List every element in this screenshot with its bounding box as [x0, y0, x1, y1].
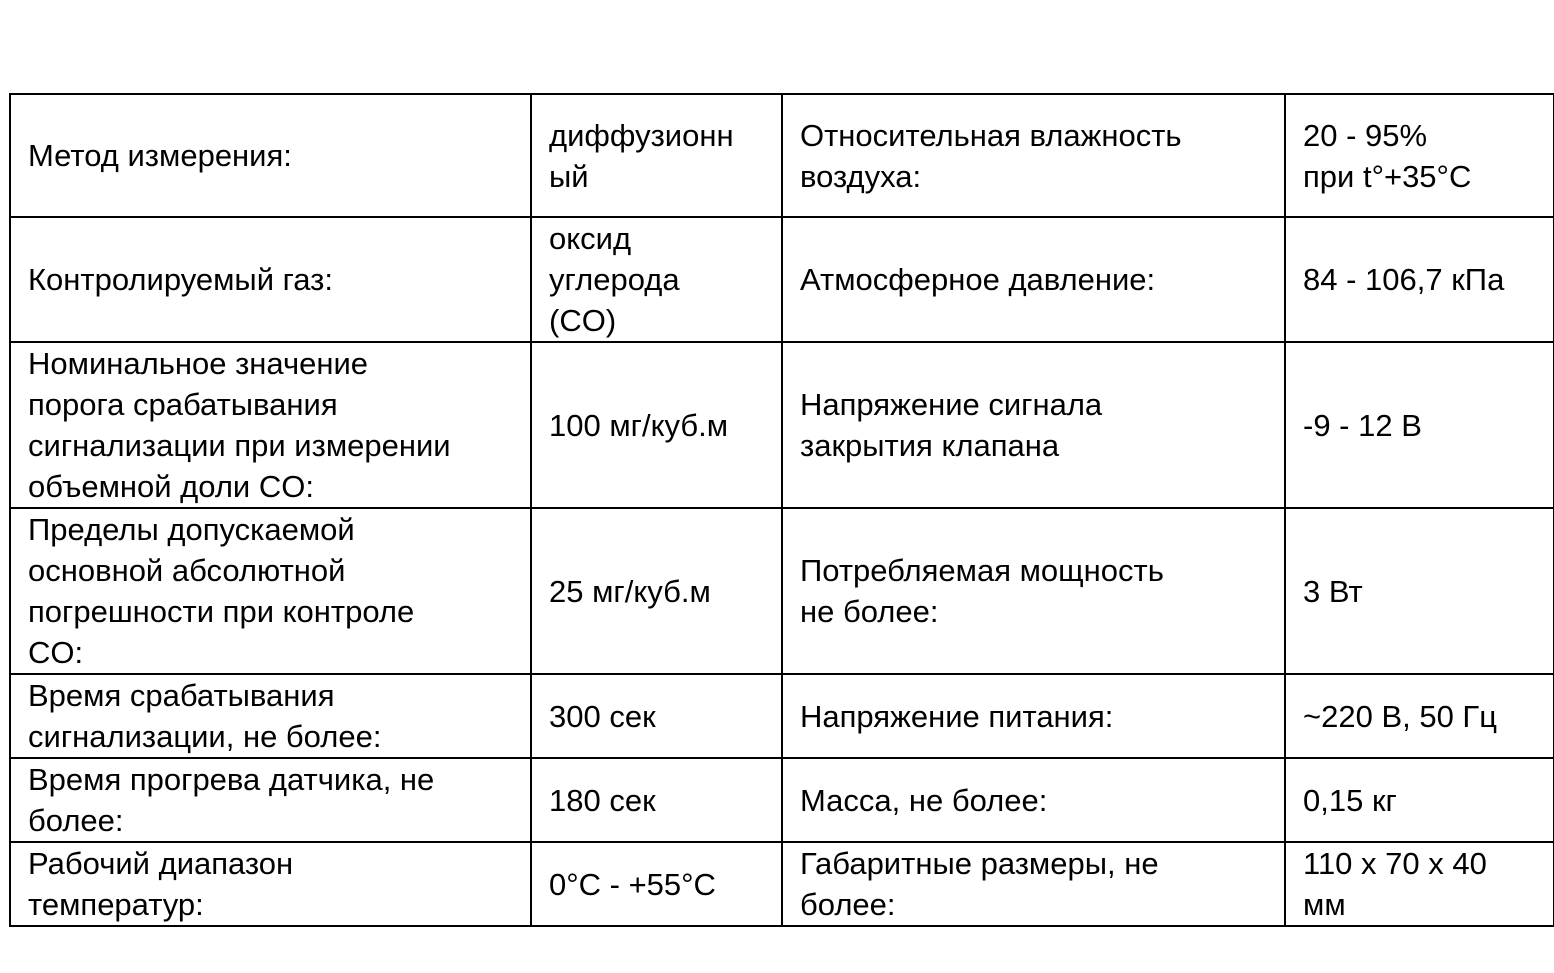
param-label-cell: Потребляемая мощность не более:: [782, 508, 1285, 674]
table-row: [10, 342, 1554, 508]
table-row: [10, 94, 1554, 217]
param-value-cell: 3 Вт: [1285, 508, 1554, 674]
spec-value-cell: 180 сек: [531, 758, 782, 842]
spec-value-cell: 0°C - +55°C: [531, 842, 782, 926]
spec-label-cell: Метод измерения:: [10, 94, 531, 217]
param-label-cell: Напряжение питания:: [782, 674, 1285, 758]
spec-value-cell: 300 сек: [531, 674, 782, 758]
param-label-cell: Габаритные размеры, не более:: [782, 842, 1285, 926]
param-label-cell: Относительная влажность воздуха:: [782, 94, 1285, 217]
spec-value-cell: оксид углерода (CO): [531, 217, 782, 342]
param-value-cell: 110 х 70 х 40 мм: [1285, 842, 1554, 926]
param-value-cell: 20 - 95% при t°+35°C: [1285, 94, 1554, 217]
table-row: [10, 508, 1554, 674]
spec-label-cell: Рабочий диапазон температур:: [10, 842, 531, 926]
spec-label-cell: Время срабатывания сигнализации, не более:: [10, 674, 531, 758]
param-value-cell: -9 - 12 В: [1285, 342, 1554, 508]
param-label-cell: Масса, не более:: [782, 758, 1285, 842]
table-row: [10, 758, 1554, 842]
spec-label-cell: Пределы допускаемой основной абсолютной погрешности при контроле CO:: [10, 508, 531, 674]
spec-value-cell: 100 мг/куб.м: [531, 342, 782, 508]
table-row: [10, 217, 1554, 342]
param-value-cell: 0,15 кг: [1285, 758, 1554, 842]
param-label-cell: Напряжение сигнала закрытия клапана: [782, 342, 1285, 508]
spec-label-cell: Номинальное значение порога срабатывания сигнализации при измерении объемной доли CO:: [10, 342, 531, 508]
spec-value-cell: 25 мг/куб.м: [531, 508, 782, 674]
param-label-cell: Атмосферное давление:: [782, 217, 1285, 342]
param-value-cell: ~220 В, 50 Гц: [1285, 674, 1554, 758]
spec-label-cell: Контролируемый газ:: [10, 217, 531, 342]
table-row: [10, 842, 1554, 926]
table-row: [10, 674, 1554, 758]
specifications-table: [9, 93, 1554, 927]
spec-label-cell: Время прогрева датчика, не более:: [10, 758, 531, 842]
spec-value-cell: диффузионн ый: [531, 94, 782, 217]
param-value-cell: 84 - 106,7 кПа: [1285, 217, 1554, 342]
